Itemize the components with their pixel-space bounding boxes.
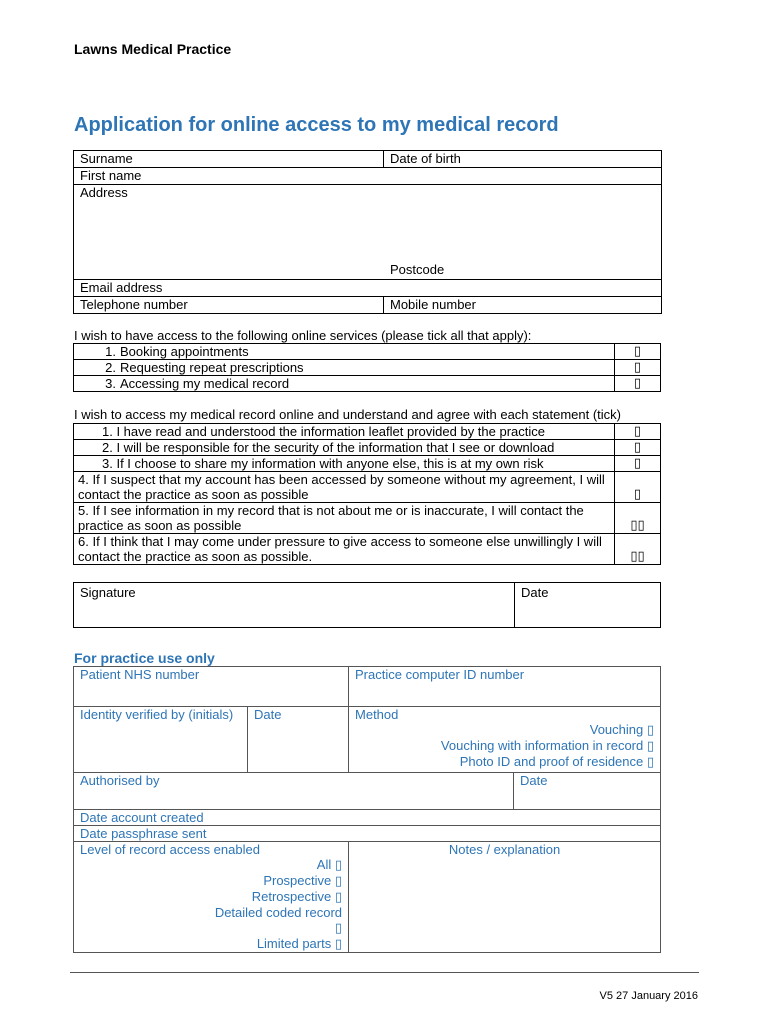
service-checkbox[interactable] xyxy=(615,344,661,360)
statement-label: 5. If I see information in my record that is not about me or is inaccurate, I will contact the practice as soon as possible xyxy=(78,503,584,533)
dob-label: Date of birth xyxy=(390,151,461,166)
access-level-option-label: Limited parts xyxy=(256,936,332,951)
access-level-option[interactable] xyxy=(80,936,342,952)
method-option-label: Photo ID and proof of residence xyxy=(459,754,644,769)
statement-row xyxy=(74,472,615,503)
statement-checkbox[interactable] xyxy=(615,503,661,534)
checkbox-icon: ▯ xyxy=(633,424,642,439)
practice-use-table xyxy=(73,666,661,953)
statement-row xyxy=(74,424,615,440)
statement-label: 4. If I suspect that my account has been accessed by someone without my agreement, I will contact the practice as soon as possible xyxy=(78,472,605,502)
access-level-option[interactable] xyxy=(80,889,342,905)
checkbox-icon: ▯ xyxy=(633,360,642,375)
method-option[interactable] xyxy=(355,722,654,738)
footer-version: V5 27 January 2016 xyxy=(599,990,698,1002)
signature-date-label: Date xyxy=(521,585,549,600)
notes-field[interactable] xyxy=(349,842,661,953)
checkbox-icon: ▯ xyxy=(334,890,343,905)
service-label: Booking appointments xyxy=(120,344,249,359)
checkbox-icon: ▯ xyxy=(633,487,642,502)
identity-field[interactable] xyxy=(74,707,248,773)
address-label: Address xyxy=(80,185,128,200)
identity-date-label: Date xyxy=(254,707,282,722)
checkbox-icon: ▯ xyxy=(646,755,655,770)
statement-row xyxy=(74,503,615,534)
statement-checkbox[interactable] xyxy=(615,534,661,565)
created-label: Date account created xyxy=(80,810,204,825)
service-label: Accessing my medical record xyxy=(120,376,290,391)
access-level-label: Level of record access enabled xyxy=(80,842,260,857)
statements-table xyxy=(73,423,661,565)
method-label: Method xyxy=(355,707,399,722)
services-table xyxy=(73,343,661,392)
dob-field[interactable] xyxy=(384,151,662,168)
statement-row xyxy=(74,440,615,456)
access-level-option[interactable] xyxy=(80,905,342,936)
created-field[interactable] xyxy=(74,810,661,826)
auth-date-label: Date xyxy=(520,773,548,788)
access-level-option[interactable] xyxy=(80,873,342,889)
first-name-field[interactable] xyxy=(74,168,662,185)
checkbox-icon: ▯ xyxy=(646,739,655,754)
identity-date-field[interactable] xyxy=(248,707,349,773)
method-option-label: Vouching with information in record xyxy=(440,738,644,753)
nhs-number-field[interactable] xyxy=(74,667,349,707)
surname-field[interactable] xyxy=(74,151,384,168)
footer-divider xyxy=(70,972,699,973)
telephone-label: Telephone number xyxy=(80,297,188,312)
computer-id-label: Practice computer ID number xyxy=(355,667,525,682)
service-checkbox[interactable] xyxy=(615,376,661,392)
statement-checkbox[interactable] xyxy=(615,456,661,472)
service-row xyxy=(74,376,615,392)
checkbox-icon: ▯ xyxy=(633,440,642,455)
access-level-option-label: Retrospective xyxy=(251,889,332,904)
statement-checkbox[interactable] xyxy=(615,440,661,456)
checkbox-icon: ▯▯ xyxy=(630,518,645,533)
passphrase-label: Date passphrase sent xyxy=(80,826,207,841)
checkbox-icon: ▯ xyxy=(334,937,343,952)
access-level-option-label: Prospective xyxy=(263,873,332,888)
checkbox-icon: ▯ xyxy=(334,858,343,873)
service-row xyxy=(74,360,615,376)
notes-label: Notes / explanation xyxy=(448,842,561,857)
passphrase-field[interactable] xyxy=(74,826,661,842)
identity-label: Identity verified by (initials) xyxy=(80,707,234,722)
checkbox-icon: ▯ xyxy=(334,921,343,936)
postcode-label: Postcode xyxy=(390,262,445,277)
statement-label: 2. I will be responsible for the security of the information that I see or download xyxy=(102,440,555,455)
practice-name: Lawns Medical Practice xyxy=(74,41,232,57)
statements-intro: I wish to access my medical record online and understand and agree with each statement (tick) xyxy=(74,407,621,422)
signature-label: Signature xyxy=(80,585,136,600)
service-num: 1. xyxy=(105,344,116,359)
service-num: 3. xyxy=(105,376,116,391)
service-num: 2. xyxy=(105,360,116,375)
statement-row xyxy=(74,456,615,472)
signature-date-field[interactable] xyxy=(515,583,661,628)
auth-date-field[interactable] xyxy=(514,773,661,810)
statement-row xyxy=(74,534,615,565)
signature-table xyxy=(73,582,661,628)
surname-label: Surname xyxy=(80,151,133,166)
services-intro: I wish to have access to the following online services (please tick all that apply): xyxy=(74,328,532,343)
method-option[interactable] xyxy=(355,754,654,770)
method-option-label: Vouching xyxy=(589,722,644,737)
page-title: Application for online access to my medical record xyxy=(74,114,559,136)
authorised-field[interactable] xyxy=(74,773,514,810)
service-row xyxy=(74,344,615,360)
practice-use-title: For practice use only xyxy=(74,650,215,666)
access-level-option[interactable] xyxy=(80,857,342,873)
service-checkbox[interactable] xyxy=(615,360,661,376)
access-level-option-label: All xyxy=(316,857,332,872)
nhs-number-label: Patient NHS number xyxy=(80,667,200,682)
method-option[interactable] xyxy=(355,738,654,754)
email-field[interactable] xyxy=(74,280,662,297)
computer-id-field[interactable] xyxy=(349,667,661,707)
first-name-label: First name xyxy=(80,168,142,183)
statement-checkbox[interactable] xyxy=(615,472,661,503)
service-label: Requesting repeat prescriptions xyxy=(120,360,304,375)
statement-label: 3. If I choose to share my information with anyone else, this is at my own risk xyxy=(102,456,544,471)
checkbox-icon: ▯ xyxy=(334,874,343,889)
signature-field[interactable] xyxy=(74,583,515,628)
access-level-field xyxy=(74,842,349,953)
statement-label: 1. I have read and understood the information leaflet provided by the practice xyxy=(102,424,546,439)
authorised-label: Authorised by xyxy=(80,773,160,788)
checkbox-icon: ▯ xyxy=(633,456,642,471)
checkbox-icon: ▯ xyxy=(646,723,655,738)
checkbox-icon: ▯ xyxy=(633,376,642,391)
personal-details-table xyxy=(73,150,662,314)
statement-checkbox[interactable] xyxy=(615,424,661,440)
address-field[interactable] xyxy=(74,185,662,280)
mobile-field[interactable] xyxy=(384,297,662,314)
access-level-option-label: Detailed coded record xyxy=(214,905,343,920)
mobile-label: Mobile number xyxy=(390,297,476,312)
method-field xyxy=(349,707,661,773)
email-label: Email address xyxy=(80,280,163,295)
checkbox-icon: ▯ xyxy=(633,344,642,359)
checkbox-icon: ▯▯ xyxy=(630,549,645,564)
statement-label: 6. If I think that I may come under pressure to give access to someone else unwillingly I will contact the practice as soon as possible. xyxy=(78,534,602,564)
telephone-field[interactable] xyxy=(74,297,384,314)
